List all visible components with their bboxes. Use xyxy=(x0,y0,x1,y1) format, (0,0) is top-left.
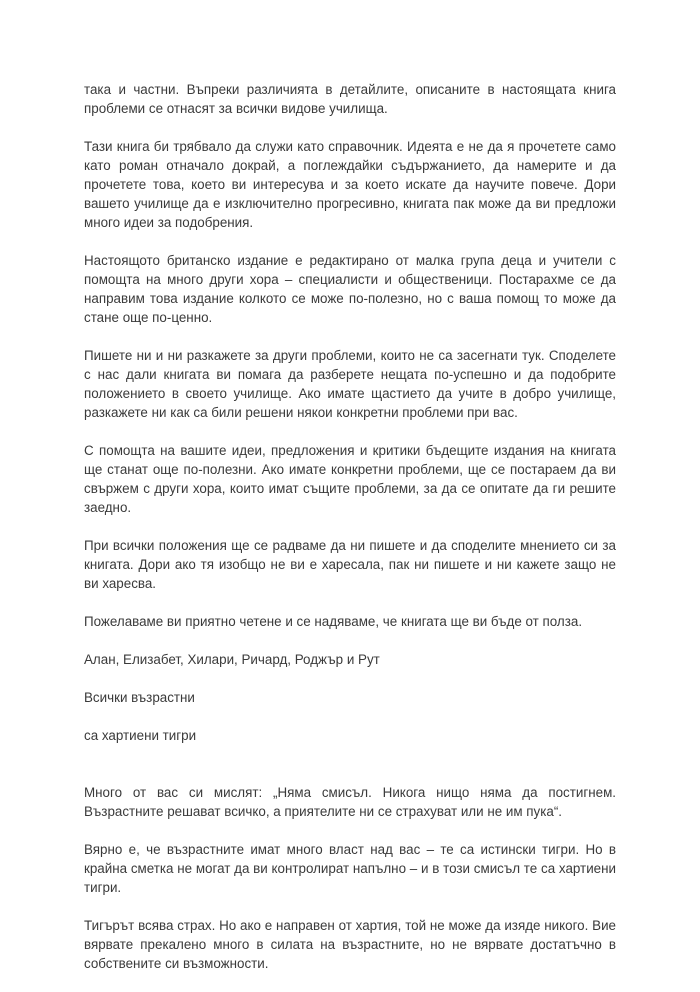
paragraph-1: така и частни. Въпреки различията в детайлите, описаните в настоящата книга проблеми се отнасят за всички видове училища. xyxy=(84,82,616,116)
signature: Алан, Елизабет, Хилари, Ричард, Роджър и Рут xyxy=(84,652,380,667)
section-2-paragraph-3: Тигърът всява страх. Но ако е направен от хартия, той не може да изяде никого. Вие вярвате прекалено много в силата на възрастните, но не вярвате достатъчно в собствените си възможности. xyxy=(84,918,616,971)
paragraph-5: С помощта на вашите идеи, предложения и критики бъдещите издания на книгата ще станат още по-полезни. Ако имате конкретни проблеми, ще се постараем да ви свържем с други хора, които имат същите проблеми, за да се опитате да ги решите заедно. xyxy=(84,443,616,515)
paragraph-3: Настоящото британско издание е редактирано от малка група деца и учители с помощта на много други хора – специалисти и общественици. Постарахме се да направим това издание колкото се може по-полезно, но с ваша помощ то може да стане още по-ценно. xyxy=(84,253,616,325)
page-content xyxy=(84,80,616,992)
section-heading-line-2: са хартиени тигри xyxy=(84,728,197,743)
section-2-paragraph-2: Вярно е, че възрастните имат много власт над вас – те са истински тигри. Но в крайна сметка не могат да ви контролират напълно – и в този смисъл те са хартиени тигри. xyxy=(84,842,616,895)
paragraph-4: Пишете ни и ни разкажете за други проблеми, които не са засегнати тук. Споделете с нас дали книгата ви помага да разберете нещата по-успешно и да подобрите положението в своето училище. Ако имате щастието да учите в добро училище, разкажете ни как са били решени някои конкретни проблеми при вас. xyxy=(84,348,616,420)
section-2-paragraph-1: Много от вас си мислят: „Няма смисъл. Никога нищо няма да постигнем. Възрастните решават всичко, а приятелите ни се страхуват или не им пука“. xyxy=(84,785,616,819)
section-spacer xyxy=(84,764,616,783)
paragraph-6: При всички положения ще се радваме да ни пишете и да споделите мнението си за книгата. Дори ако тя изобщо не ви е харесала, пак ни пишете и ни кажете защо не ви харесва. xyxy=(84,538,616,591)
paragraph-2: Тази книга би трябвало да служи като справочник. Идеята е не да я прочетете само като роман отначало докрай, а поглеждайки съдържанието, да намерите и да прочетете това, което ви интересува и за което искате да научите повече. Дори вашето училище да е изключително прогресивно, книгата пак може да ви предложи много идеи за подобрения. xyxy=(84,139,616,230)
paragraph-7: Пожелаваме ви приятно четене и се надяваме, че книгата ще ви бъде от полза. xyxy=(84,614,583,629)
section-heading-line-1: Всички възрастни xyxy=(84,690,195,705)
